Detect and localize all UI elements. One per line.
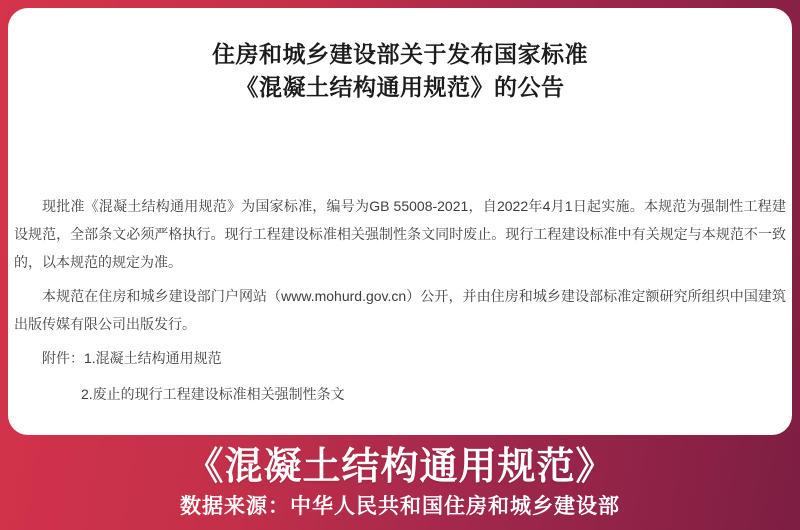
attachments-label: 附件： [42,350,84,366]
bottom-banner [0,435,800,530]
attachments-list [14,344,786,408]
attachment-item-1 [14,344,786,372]
announcement-paragraph-1: 现批准《混凝土结构通用规范》为国家标准，编号为GB 55008-2021，自2022年4月1日起实施。本规范为强制性工程建设规范，全部条文必须严格执行。现行工程建设标准相关强制性条文同时废止。现行工程建设标准中有关规定与本规范不一致的，以本规范的规定为准。 [14,198,786,270]
attachment-item-1-text: 1.混凝土结构通用规范 [84,350,222,366]
attachment-item-2: 2.废止的现行工程建设标准相关强制性条文 [81,386,345,402]
announcement-paragraph-2: 本规范在住房和城乡建设部门户网站（www.mohurd.gov.cn）公开，并由住房和城乡建设部标准定额研究所组织中国建筑出版传媒有限公司出版发行。 [14,288,786,332]
announcement-title [8,38,792,104]
banner-data-source: 数据来源：中华人民共和国住房和城乡建设部 [180,495,620,518]
banner-standard-title: 《混凝土结构通用规范》 [185,446,615,488]
announcement-body [8,192,792,408]
document-card [8,8,792,435]
announcement-title-line-1: 住房和城乡建设部关于发布国家标准 [212,41,588,67]
announcement-title-line-2: 《混凝土结构通用规范》的公告 [235,74,565,100]
